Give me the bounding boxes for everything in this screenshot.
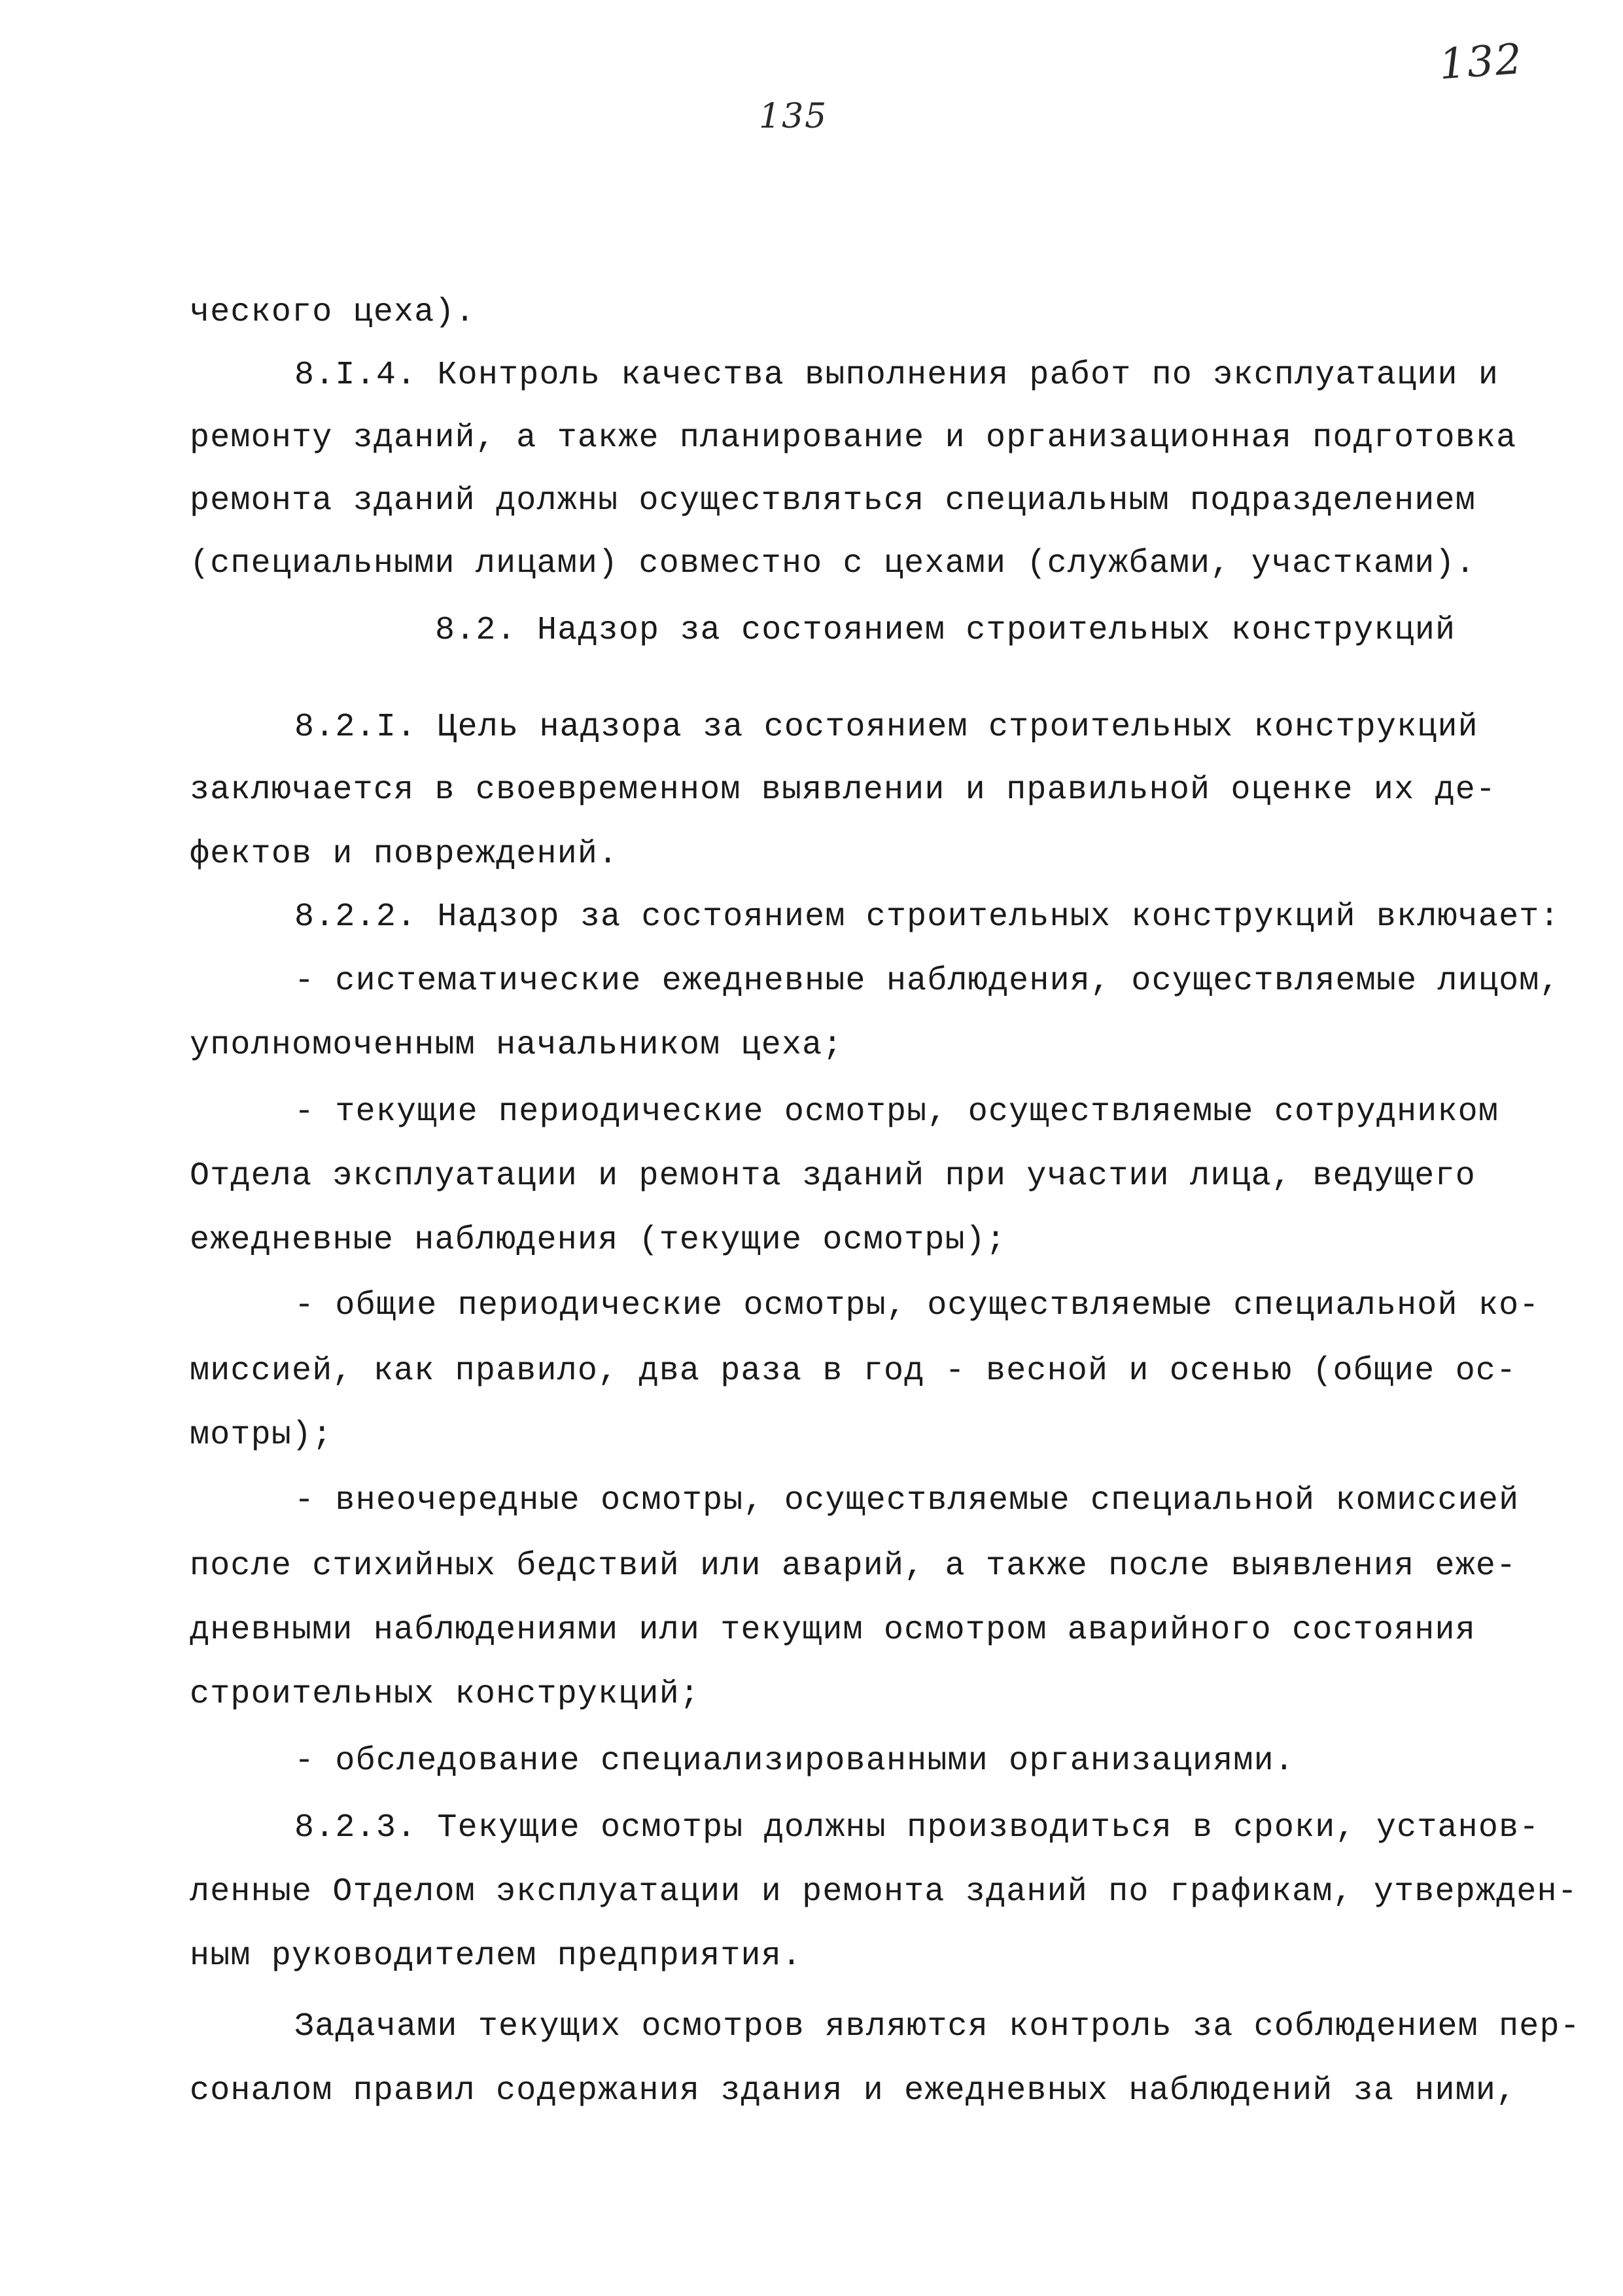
text-line: миссией, как правило, два раза в год - весной и осенью (общие ос- — [190, 1352, 1517, 1390]
text-line: ленные Отделом эксплуатации и ремонта зданий по графикам, утвержден- — [190, 1873, 1578, 1911]
text-line: дневными наблюдениями или текущим осмотром аварийного состояния — [190, 1612, 1476, 1649]
text-line: - систематические ежедневные наблюдения, осуществляемые лицом, — [294, 963, 1560, 1000]
text-line: ремонту зданий, а также планирование и организационная подготовка — [190, 419, 1517, 457]
text-line: после стихийных бедствий или аварий, а также после выявления еже- — [190, 1547, 1517, 1585]
text-line: фектов и повреждений. — [190, 836, 619, 873]
section-heading: 8.2. Надзор за состоянием строительных конструкций — [435, 612, 1456, 649]
text-line: - обследование специализированными организациями. — [294, 1742, 1295, 1780]
text-line: соналом правил содержания здания и ежедневных наблюдений за ними, — [190, 2072, 1517, 2110]
page-number: 135 — [759, 97, 828, 136]
text-line: уполномоченным начальником цеха; — [190, 1027, 843, 1064]
text-line: - внеочередные осмотры, осуществляемые специальной комиссией — [294, 1482, 1520, 1519]
text-line: 8.2.3. Текущие осмотры должны производиться в сроки, установ- — [294, 1809, 1540, 1846]
text-line: ремонта зданий должны осуществляться специальным подразделением — [190, 482, 1476, 520]
text-line: строительных конструкций; — [190, 1676, 701, 1713]
text-line: 8.2.2. Надзор за состоянием строительных конструкций включает: — [294, 898, 1560, 936]
text-line: - текущие периодические осмотры, осуществляемые сотрудником — [294, 1093, 1499, 1131]
text-line: мотры); — [190, 1417, 333, 1454]
text-line: - общие периодические осмотры, осуществляемые специальной ко- — [294, 1287, 1540, 1324]
text-line: (специальными лицами) совместно с цехами (службами, участками). — [190, 545, 1476, 582]
text-line: Отдела эксплуатации и ремонта зданий при участии лица, ведущего — [190, 1157, 1476, 1195]
text-line: заключается в своевременном выявлении и правильной оценке их де- — [190, 771, 1497, 809]
text-line: ным руководителем предприятия. — [190, 1937, 803, 1975]
text-line: ческого цеха). — [190, 294, 476, 331]
text-line: Задачами текущих осмотров являются контроль за соблюдением пер- — [294, 2008, 1580, 2045]
archive-sheet-number: 132 — [1437, 35, 1525, 90]
text-line: ежедневные наблюдения (текущие осмотры); — [190, 1222, 1007, 1259]
text-line: 8.2.I. Цель надзора за состоянием строительных конструкций — [294, 709, 1478, 746]
text-line: 8.I.4. Контроль качества выполнения работ по эксплуатации и — [294, 357, 1499, 394]
